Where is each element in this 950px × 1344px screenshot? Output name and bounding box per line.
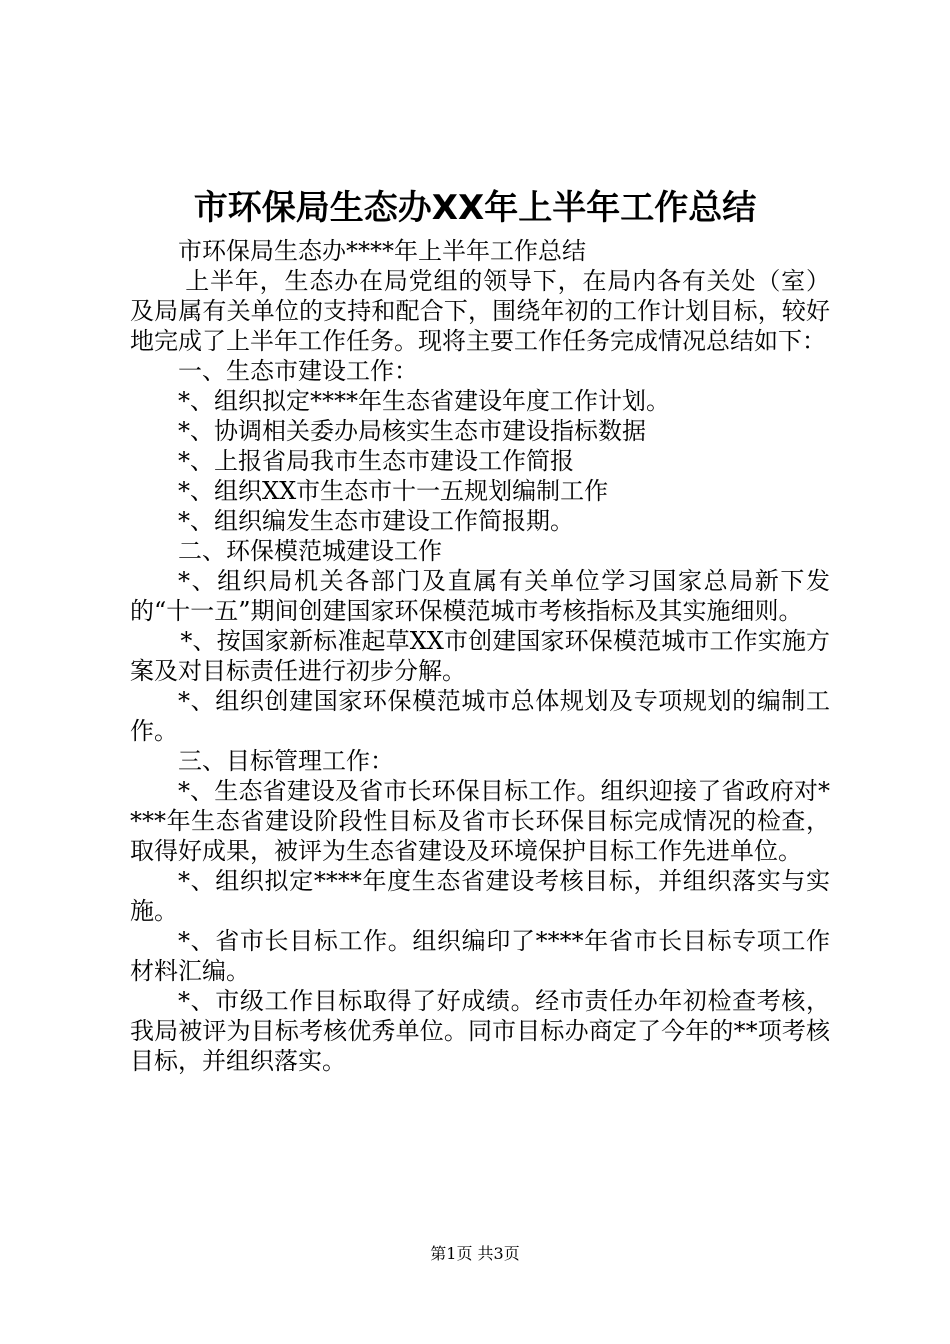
list-item: *、组织编发生态市建设工作简报期。 bbox=[178, 507, 574, 535]
paragraph: 市环保局生态办****年上半年工作总结 bbox=[178, 237, 586, 265]
list-item: *、组织XX市生态市十一五规划编制工作 bbox=[178, 477, 609, 505]
list-item: *、组织创建国家环保模范城市总体规划及专项规划的编制工作。 bbox=[130, 687, 830, 745]
list-item: *、上报省局我市生态市建设工作简报 bbox=[178, 447, 574, 475]
page-footer: 第1页 共3页 bbox=[430, 1244, 520, 1263]
paragraph: 上半年，生态办在局党组的领导下，在局内各有关处（室）及局属有关单位的支持和配合下，围绕年初的工作计划目标，较好地完成了上半年工作任务。现将主要工作任务完成情况总结如下： bbox=[130, 267, 830, 355]
list-item: *、省市长目标工作。组织编印了****年省市长目标专项工作材料汇编。 bbox=[130, 927, 830, 985]
section-heading: 二、环保模范城建设工作 bbox=[178, 537, 442, 565]
document-body bbox=[130, 236, 830, 1076]
list-item: *、市级工作目标取得了好成绩。经市责任办年初检查考核，我局被评为目标考核优秀单位。同市目标办商定了今年的**项考核目标，并组织落实。 bbox=[130, 987, 830, 1075]
section-heading: 一、生态市建设工作： bbox=[178, 357, 418, 385]
section-heading: 三、目标管理工作： bbox=[178, 747, 394, 775]
list-item: *、协调相关委办局核实生态市建设指标数据 bbox=[178, 417, 646, 445]
document-title: 市环保局生态办XX年上半年工作总结 bbox=[193, 188, 757, 228]
list-item: *、按国家新标准起草XX市创建国家环保模范城市工作实施方案及对目标责任进行初步分解。 bbox=[130, 627, 830, 685]
list-item: *、组织拟定****年生态省建设年度工作计划。 bbox=[178, 387, 670, 415]
list-item: *、组织拟定****年度生态省建设考核目标，并组织落实与实施。 bbox=[130, 867, 830, 925]
list-item: *、组织局机关各部门及直属有关单位学习国家总局新下发的“十一五”期间创建国家环保模范城市考核指标及其实施细则。 bbox=[130, 567, 830, 625]
list-item: *、生态省建设及省市长环保目标工作。组织迎接了省政府对****年生态省建设阶段性目标及省市长环保目标完成情况的检查，取得好成果，被评为生态省建设及环境保护目标工作先进单位。 bbox=[130, 777, 830, 865]
